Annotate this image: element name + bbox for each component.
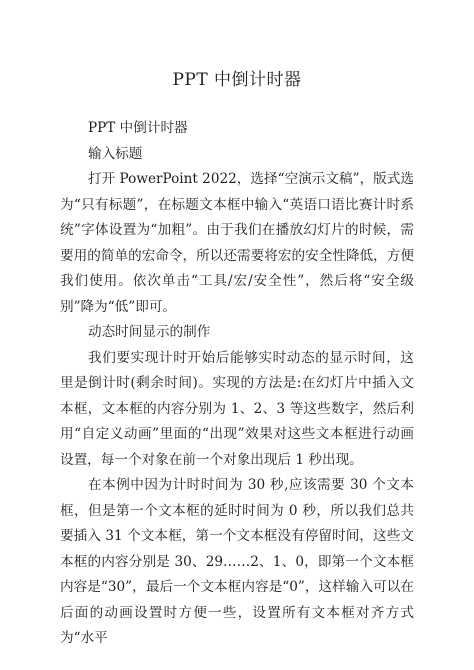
- paragraph-section-heading-dynamic-time: 动态时间显示的制作: [88, 324, 211, 340]
- document-title: PPT 中倒计时器: [172, 70, 302, 90]
- paragraph-example: 在本例中因为计时时间为 30 秒,应该需要 30 个文本框，但是第一个文本框的延时时间为 0 秒，所以我们总共要插入 31 个文本框，第一个文本框没有停留时间，这些文本框的内容分别是 30、29……2、1、0，即第一个文本框内容是“30”，最后一个文本框内容是“0”，这样输入可以在后面的动画设置时方便一些，设置所有文本框对齐方式为“水平: [60, 477, 414, 646]
- paragraph-subtitle: PPT 中倒计时器: [88, 120, 188, 136]
- paragraph-dynamic-time-method: 我们要实现计时开始后能够实时动态的显示时间，这里是倒计时(剩余时间)。实现的方法是:在幻灯片中插入文本框，文本框的内容分别为 1、2、3 等这些数字，然后利用“自定义动画”里面的“出现”效果对这些文本框进行动画设置，每一个对象在前一个对象出现后 1 秒出现。: [60, 349, 414, 468]
- document-body: [60, 116, 414, 652]
- paragraph-instructions: 打开 PowerPoint 2022，选择“空演示文稿”，版式选为“只有标题”，在标题文本框中输入“英语口语比赛计时系统”字体设置为“加粗”。由于我们在播放幻灯片的时候，需要用的简单的宏命令，所以还需要将宏的安全性降低，方便我们使用。依次单击“工具/宏/安全性”，然后将“安全级别”降为“低”即可。: [60, 171, 414, 315]
- paragraph-section-heading-title: 输入标题: [88, 145, 143, 162]
